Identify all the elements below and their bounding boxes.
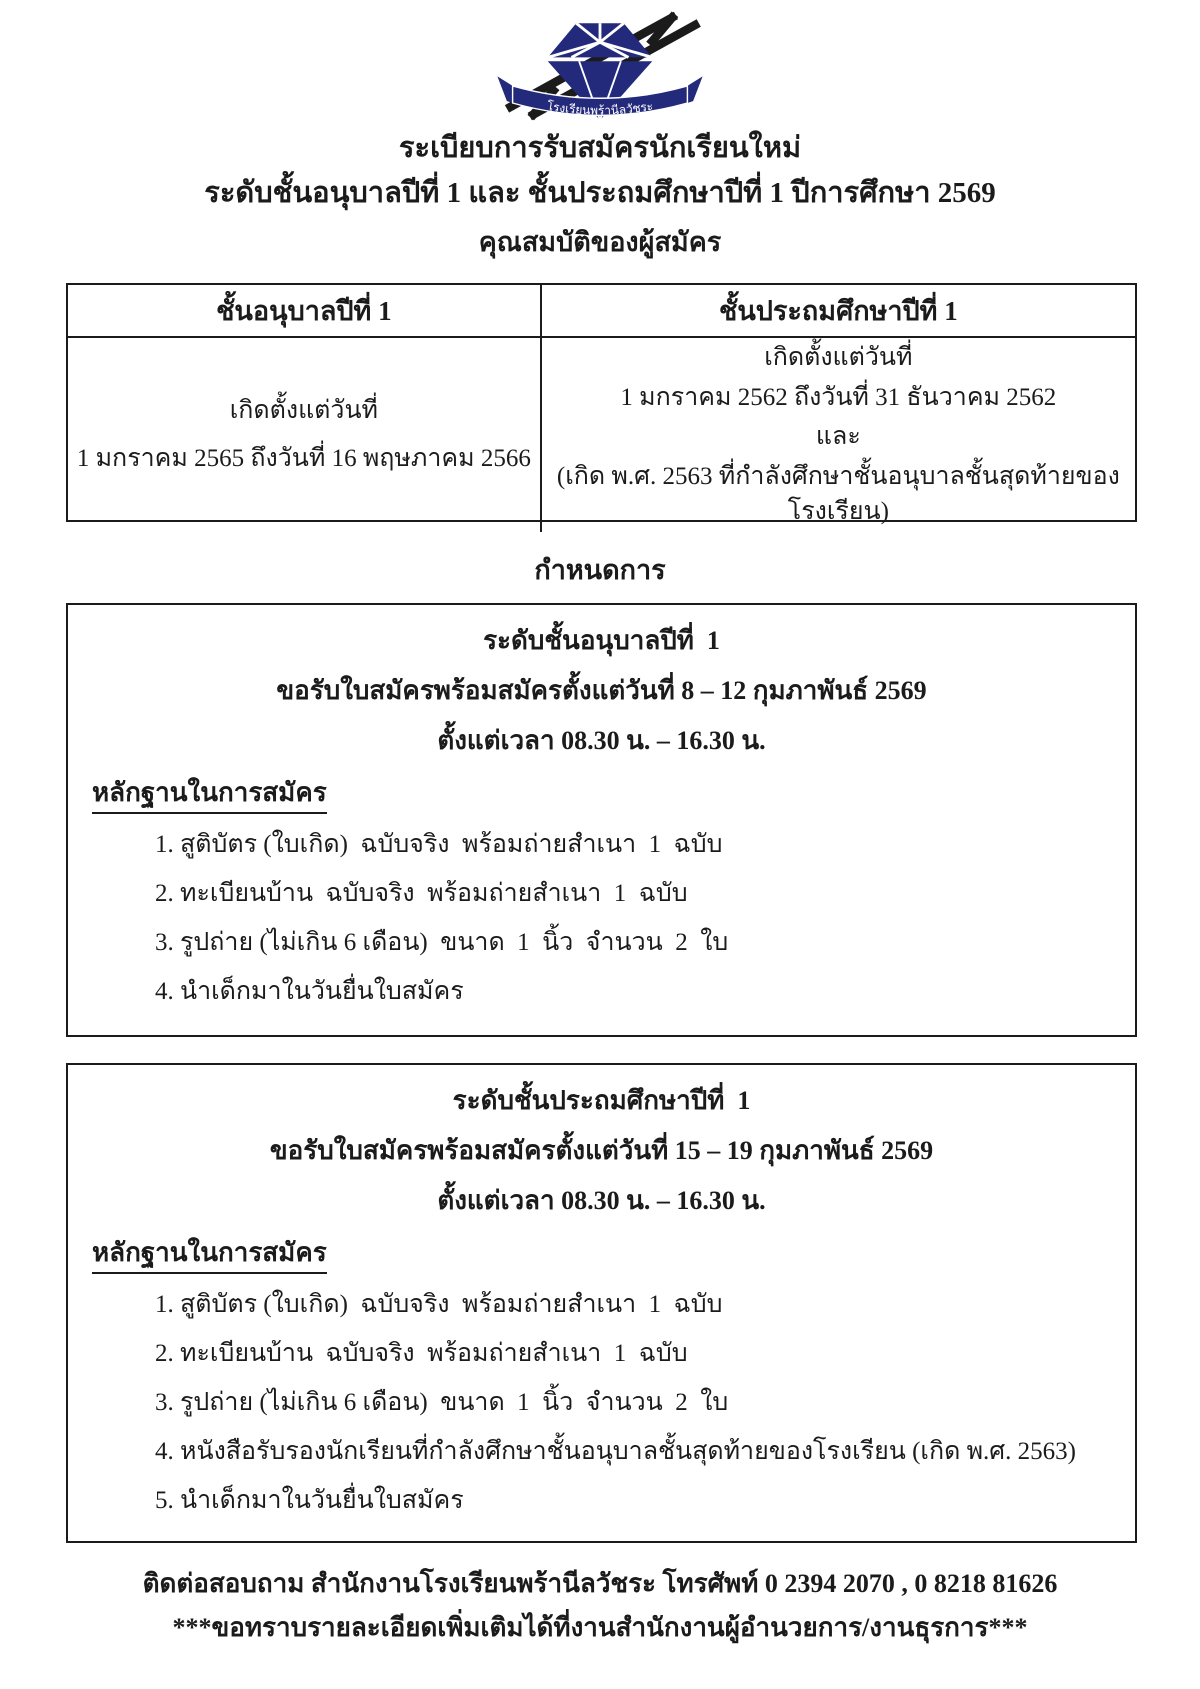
qualification-table: [66, 283, 1137, 525]
list-item: 1. สูติบัตร (ใบเกิด) ฉบับจริง พร้อมถ่ายสำเนา 1 ฉบับ: [180, 1287, 1111, 1323]
primary-apply-dates: ขอรับใบสมัครพร้อมสมัครตั้งแต่วันที่ 15 – 19 กุมภาพันธ์ 2569: [269, 1136, 934, 1165]
list-item: 3. รูปถ่าย (ไม่เกิน 6 เดือน) ขนาด 1 นิ้ว จำนวน 2 ใบ: [180, 925, 1111, 961]
kindergarten-apply-dates: ขอรับใบสมัครพร้อมสมัครตั้งแต่วันที่ 8 – 12 กุมภาพันธ์ 2569: [276, 676, 927, 705]
qualifications-heading: คุณสมบัติของผู้สมัคร: [478, 227, 722, 257]
table-header-kindergarten: ชั้นอนุบาลปีที่ 1: [68, 285, 542, 338]
schedule-heading: กำหนดการ: [534, 555, 666, 585]
list-item: 2. ทะเบียนบ้าน ฉบับจริง พร้อมถ่ายสำเนา 1 ฉบับ: [180, 876, 1111, 912]
primary-box-title: ระดับชั้นประถมศึกษาปีที่ 1: [452, 1086, 751, 1115]
doc-title: ระเบียบการรับสมัครนักเรียนใหม่: [398, 132, 802, 164]
primary-and-label: และ: [815, 423, 861, 450]
table-header-primary: ชั้นประถมศึกษาปีที่ 1: [542, 285, 1135, 338]
table-cell-primary: [542, 338, 1135, 532]
kindergarten-evidence-heading: หลักฐานในการสมัคร: [92, 775, 1111, 814]
kindergarten-apply-hours: ตั้งแต่เวลา 08.30 น. – 16.30 น.: [437, 726, 766, 755]
kindergarten-birth-range: 1 มกราคม 2565 ถึงวันที่ 16 พฤษภาคม 2566: [76, 444, 531, 472]
primary-birth-note: (เกิด พ.ศ. 2563 ที่กำลังศึกษาชั้นอนุบาลชั้นสุดท้ายของโรงเรียน): [556, 462, 1120, 525]
doc-subtitle: ระดับชั้นอนุบาลปีที่ 1 และ ชั้นประถมศึกษาปีที่ 1 ปีการศึกษา 2569: [204, 177, 996, 209]
footer-note: ***ขอทราบรายละเอียดเพิ่มเติมได้ที่งานสำนักงานผู้อำนวยการ/งานธุรการ***: [172, 1613, 1028, 1642]
kindergarten-birth-label: เกิดตั้งแต่วันที่: [229, 397, 379, 425]
table-cell-kindergarten: [68, 338, 542, 532]
primary-evidence-heading: หลักฐานในการสมัคร: [92, 1235, 1111, 1274]
school-logo-svg: [494, 8, 706, 122]
school-logo: [494, 8, 706, 122]
list-item: 4. นำเด็กมาในวันยื่นใบสมัคร: [180, 974, 1111, 1010]
primary-apply-hours: ตั้งแต่เวลา 08.30 น. – 16.30 น.: [437, 1186, 766, 1215]
list-item: 4. หนังสือรับรองนักเรียนที่กำลังศึกษาชั้นอนุบาลชั้นสุดท้ายของโรงเรียน (เกิด พ.ศ. 2563): [180, 1434, 1111, 1470]
kindergarten-schedule-box: [66, 603, 1137, 1037]
primary-evidence-list: [92, 1287, 1111, 1519]
primary-birth-label: เกิดตั้งแต่วันที่: [764, 344, 913, 371]
contact-line: ติดต่อสอบถาม สำนักงานโรงเรียนพร้านีลวัชระ โทรศัพท์ 0 2394 2070 , 0 8218 81626: [142, 1569, 1058, 1598]
kindergarten-box-title: ระดับชั้นอนุบาลปีที่ 1: [483, 626, 720, 655]
kindergarten-evidence-list: [92, 827, 1111, 1010]
list-item: 2. ทะเบียนบ้าน ฉบับจริง พร้อมถ่ายสำเนา 1 ฉบับ: [180, 1336, 1111, 1372]
primary-birth-range: 1 มกราคม 2562 ถึงวันที่ 31 ธันวาคม 2562: [620, 383, 1057, 411]
list-item: 1. สูติบัตร (ใบเกิด) ฉบับจริง พร้อมถ่ายสำเนา 1 ฉบับ: [180, 827, 1111, 863]
primary-schedule-box: [66, 1063, 1137, 1543]
list-item: 5. นำเด็กมาในวันยื่นใบสมัคร: [180, 1483, 1111, 1519]
school-name-banner-text: โรงเรียนพร้านีลวัชระ: [545, 98, 655, 118]
list-item: 3. รูปถ่าย (ไม่เกิน 6 เดือน) ขนาด 1 นิ้ว จำนวน 2 ใบ: [180, 1385, 1111, 1421]
